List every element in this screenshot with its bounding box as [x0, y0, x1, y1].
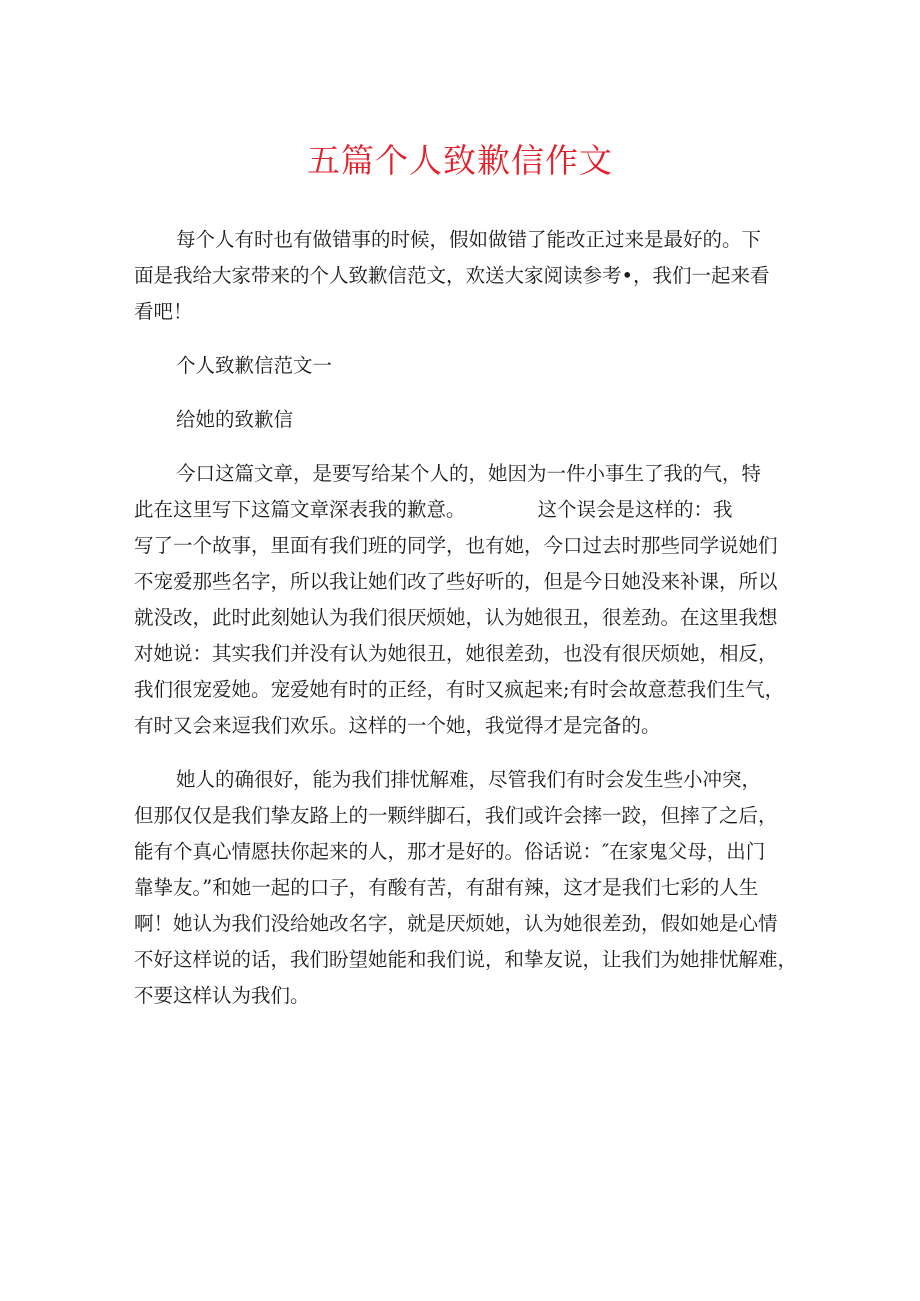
paragraph-line-segment: 此在这里写下这篇文章深表我的歉意。: [134, 498, 466, 521]
paragraph-line: 对她说：其实我们并没有认为她很丑，她很差劲，也没有很厌烦她，相反，: [134, 642, 778, 665]
document-body: [134, 222, 798, 1014]
paragraph-line: 但那仅仅是我们挚友路上的一颗绊脚石，我们或许会摔一跤，但摔了之后，: [134, 804, 778, 827]
paragraph-line: 今口这篇文章，是要写给某个人的，她因为一件小事生了我的气，特: [176, 462, 762, 485]
paragraph-line: 就没改，此时此刻她认为我们很厌烦她，认为她很丑，很差劲。在这里我想: [134, 606, 778, 629]
paragraph-line: 写了一个故事，里面有我们班的同学，也有她，今口过去时那些同学说她们: [134, 534, 778, 557]
paragraph-line: 不宠爱那些名字，所以我让她们改了些好听的，但是今日她没来补课，所以: [134, 570, 778, 593]
paragraph-line: 她人的确很好，能为我们排忧解难，尽管我们有时会发生些小冲突，: [176, 768, 762, 791]
document-title: 五篇个人致歉信作文: [307, 141, 613, 180]
section-heading: 个人致歉信范文一: [176, 354, 333, 377]
intro-paragraph: [134, 222, 798, 330]
paragraph-line: 有时又会来逗我们欢乐。这样的一个她，我觉得才是完备的。: [134, 714, 661, 737]
paragraph-line-segment: 这个误会是这样的：我: [537, 498, 733, 521]
paragraph-line: 不好这样说的话，我们盼望她能和我们说，和挚友说，让我们为她排忧解难，: [134, 948, 798, 971]
paragraph-line: [134, 492, 798, 528]
paragraph-line: 靠挚友。”和她一起的口子，有酸有苦，有甜有辣，这才是我们七彩的人生: [134, 876, 759, 899]
letter-paragraph-1: [134, 456, 798, 744]
paragraph-line: 每个人有时也有做错事的时候，假如做错了能改正过来是最好的。下: [176, 228, 762, 251]
paragraph-line: 我们很宠爱她。宠爱她有时的正经，有时又疯起来;有时会故意惹我们生气，: [134, 678, 785, 701]
paragraph-line: 能有个真心情愿扶你起来的人，那才是好的。俗话说：″在家鬼父母，出门: [134, 840, 766, 863]
letter-paragraph-2: [134, 762, 798, 1014]
letter-title: 给她的致歉信: [176, 408, 294, 431]
paragraph-line: 啊！她认为我们没给她改名字，就是厌烦她，认为她很差劲，假如她是心情: [134, 912, 778, 935]
paragraph-line: 不要这样认为我们。: [134, 984, 310, 1007]
paragraph-line: 面是我给大家带来的个人致歉信范文，欢送大家阅读参考•，我们一起来看: [134, 264, 770, 287]
paragraph-line: 看吧！: [134, 300, 193, 323]
